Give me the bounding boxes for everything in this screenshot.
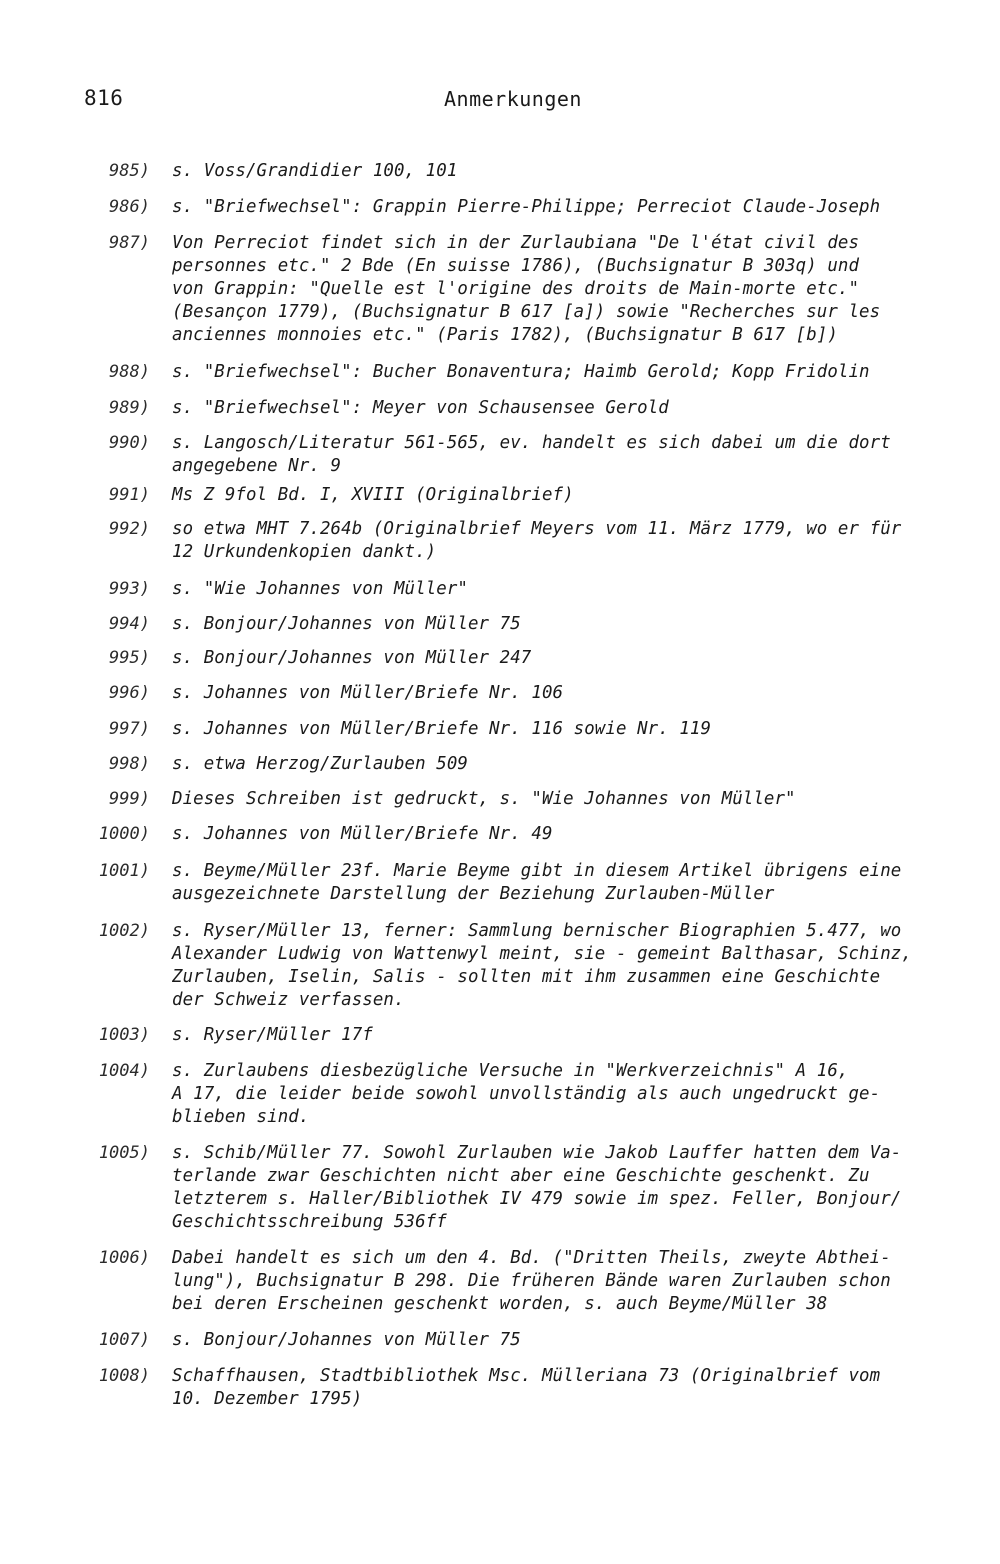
endnote (0, 1329, 1000, 1352)
endnote (0, 1365, 1000, 1411)
endnote (0, 484, 1000, 507)
endnote (0, 361, 1000, 384)
endnote-text: s. Beyme/Müller 23f. Marie Beyme gibt in diesem Artikel übrigens eine ausgezeichnete Darstellung der Beziehung Zurlauben-Müller (172, 861, 902, 904)
endnote (0, 718, 1000, 741)
endnote-number: 1001) (98, 861, 150, 881)
endnote-text: so etwa MHT 7.264b (Originalbrief Meyers vom 11. März 1779, wo er für 12 Urkundenkopien dankt.) (172, 519, 902, 562)
endnote-text: s. Johannes von Müller/Briefe Nr. 49 (172, 824, 553, 844)
endnote-number: 999) (109, 789, 150, 809)
endnote (0, 753, 1000, 776)
endnote (0, 160, 1000, 183)
endnote-text: s. Bonjour/Johannes von Müller 75 (172, 1330, 521, 1350)
endnote-number: 988) (109, 362, 150, 382)
endnote-text: s. Voss/Grandidier 100, 101 (172, 161, 458, 181)
endnote (0, 647, 1000, 670)
endnote-text: s. "Briefwechsel": Grappin Pierre-Philippe; Perreciot Claude-Joseph (172, 197, 881, 217)
endnote-number: 1005) (98, 1143, 150, 1163)
endnote (0, 1142, 1000, 1234)
endnote-text: s. Ryser/Müller 17f (172, 1025, 373, 1045)
endnote-number: 998) (109, 754, 150, 774)
endnote-number: 991) (109, 485, 150, 505)
endnote-number: 1000) (98, 824, 150, 844)
endnote (0, 860, 1000, 906)
endnote-number: 985) (109, 161, 150, 181)
endnote-text: s. Bonjour/Johannes von Müller 247 (172, 648, 532, 668)
endnote-number: 987) (109, 233, 150, 253)
endnote (0, 196, 1000, 219)
endnote-text: s. "Briefwechsel": Bucher Bonaventura; Haimb Gerold; Kopp Fridolin (172, 362, 870, 382)
endnote (0, 397, 1000, 420)
endnote (0, 578, 1000, 601)
endnote-text: Von Perreciot findet sich in der Zurlaubiana "De l'état civil des personnes etc." 2 Bde (En suisse 1786), (Buchsignatur B 303q) und von Grappin: "Quelle est l'origine des droits de Main-morte etc." (Besançon 1779), (Buchsignatur B 617 [a]) sowie "Recherches sur les anciennes monnoies etc." (Paris 1782), (Buchsignatur B 617 [b]) (172, 233, 881, 345)
endnote (0, 1247, 1000, 1316)
endnote-number: 986) (109, 197, 150, 217)
endnote-text: Dieses Schreiben ist gedruckt, s. "Wie Johannes von Müller" (172, 789, 796, 809)
endnote-number: 1006) (98, 1248, 150, 1268)
endnote-text: s. Ryser/Müller 13, ferner: Sammlung bernischer Biographien 5.477, wo Alexander Ludwig von Wattenwyl meint, sie - gemeint Balthasar, Schinz, Zurlauben, Iselin, Salis - sollten mit ihm zusammen eine Geschichte der Schweiz verfassen. (172, 921, 912, 1010)
endnote (0, 788, 1000, 811)
endnote-number: 1002) (98, 921, 150, 941)
endnote (0, 920, 1000, 1012)
endnote-number: 997) (109, 719, 150, 739)
endnote-text: s. Bonjour/Johannes von Müller 75 (172, 614, 521, 634)
endnote-number: 995) (109, 648, 150, 668)
endnote-number: 1008) (98, 1366, 150, 1386)
endnote (0, 613, 1000, 636)
endnote-text: s. Schib/Müller 77. Sowohl Zurlauben wie Jakob Lauffer hatten dem Va- terlande zwar Geschichten nicht aber eine Geschichte geschenkt. Zu letzterem s. Haller/Bibliothek IV 479 sowie im spez. Feller, Bonjour/ Geschichtsschreibung 536ff (172, 1143, 902, 1232)
endnote (0, 432, 1000, 478)
endnote-number: 996) (109, 683, 150, 703)
endnote-number: 1004) (98, 1061, 150, 1081)
page-number: 816 (84, 86, 124, 110)
endnote-text: s. etwa Herzog/Zurlauben 509 (172, 754, 468, 774)
endnote-number: 992) (109, 519, 150, 539)
endnote (0, 518, 1000, 564)
endnote (0, 1024, 1000, 1047)
endnote-number: 993) (109, 579, 150, 599)
endnote-text: s. Langosch/Literatur 561-565, ev. handelt es sich dabei um die dort angegebene Nr. 9 (172, 433, 891, 476)
endnote (0, 682, 1000, 705)
endnote-text: Dabei handelt es sich um den 4. Bd. ("Dritten Theils, zweyte Abthei- lung"), Buchsignatur B 298. Die früheren Bände waren Zurlauben schon bei deren Erscheinen geschenkt worden, s. auch Beyme/Müller 38 (172, 1248, 891, 1314)
endnote-number: 990) (109, 433, 150, 453)
endnote (0, 232, 1000, 347)
endnote (0, 1060, 1000, 1129)
endnote-text: Ms Z 9fol Bd. I, XVIII (Originalbrief) (172, 485, 574, 505)
endnote-number: 1007) (98, 1330, 150, 1350)
endnote-text: s. Johannes von Müller/Briefe Nr. 106 (172, 683, 564, 703)
endnote-number: 1003) (98, 1025, 150, 1045)
endnote-number: 994) (109, 614, 150, 634)
endnote-text: s. "Briefwechsel": Meyer von Schausensee Gerold (172, 398, 669, 418)
endnote-text: s. Johannes von Müller/Briefe Nr. 116 sowie Nr. 119 (172, 719, 712, 739)
endnotes-list (0, 160, 1000, 1411)
endnote-text: Schaffhausen, Stadtbibliothek Msc. Mülleriana 73 (Originalbrief vom 10. Dezember 1795) (172, 1366, 881, 1409)
endnote-text: s. Zurlaubens diesbezügliche Versuche in "Werkverzeichnis" A 16, A 17, die leider beide sowohl unvollständig als auch ungedruckt ge- blieben sind. (172, 1061, 881, 1127)
endnote-number: 989) (109, 398, 150, 418)
endnote-text: s. "Wie Johannes von Müller" (172, 579, 468, 599)
page-title: Anmerkungen (444, 87, 582, 111)
endnote (0, 823, 1000, 846)
